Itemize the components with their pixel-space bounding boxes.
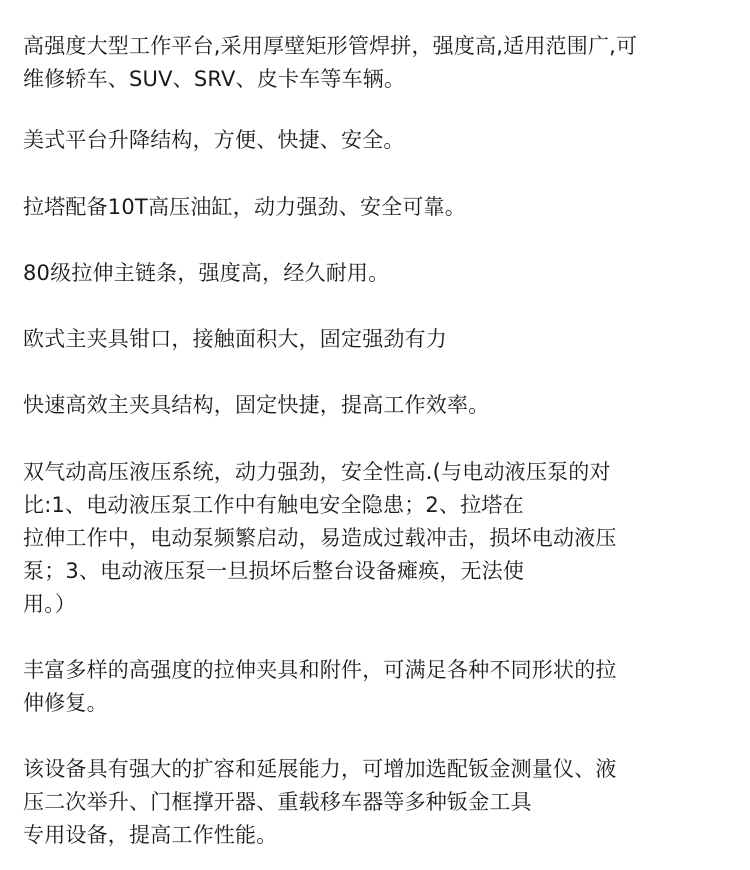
text-line: 拉塔配备10T高压油缸，动力强劲、安全可靠。 <box>23 195 466 219</box>
paragraph-hydraulic-system <box>23 456 738 621</box>
paragraph-expansion <box>23 753 738 852</box>
paragraph-lift-structure <box>23 124 738 157</box>
text-line: 泵；3、电动液压泵一旦损坏后整台设备瘫痪，无法使 <box>23 559 525 583</box>
text-line: 80级拉伸主链条，强度高，经久耐用。 <box>23 261 390 285</box>
text-line: 比:1、电动液压泵工作中有触电安全隐患；2、拉塔在 <box>23 493 524 517</box>
text-line: 美式平台升降结构，方便、快捷、安全。 <box>23 128 405 152</box>
text-line: 维修轿车、SUV、SRV、皮卡车等车辆。 <box>23 67 406 91</box>
paragraph-clamp-jaw <box>23 323 738 356</box>
paragraph-chain <box>23 257 738 290</box>
text-line: 快速高效主夹具结构，固定快捷，提高工作效率。 <box>23 393 490 417</box>
text-line: 该设备具有强大的扩容和延展能力，可增加选配钣金测量仪、液 <box>23 757 617 781</box>
text-line: 专用设备，提高工作性能。 <box>23 823 278 847</box>
text-line: 双气动高压液压系统，动力强劲，安全性高.(与电动液压泵的对 <box>23 460 611 484</box>
paragraph-cylinder <box>23 191 738 224</box>
text-line: 高强度大型工作平台,采用厚壁矩形管焊拼，强度高,适用范围广,可 <box>23 34 638 58</box>
text-line: 拉伸工作中，电动泵频繁启动，易造成过载冲击，损坏电动液压 <box>23 526 617 550</box>
text-line: 欧式主夹具钳口，接触面积大，固定强劲有力 <box>23 327 447 351</box>
text-line: 伸修复。 <box>23 691 108 715</box>
paragraph-fixtures <box>23 654 738 720</box>
text-line: 丰富多样的高强度的拉伸夹具和附件，可满足各种不同形状的拉 <box>23 658 617 682</box>
text-line: 压二次举升、门框撑开器、重载移车器等多种钣金工具 <box>23 790 532 814</box>
paragraph-clamp-structure <box>23 389 738 422</box>
text-line: 用。） <box>23 592 77 616</box>
paragraph-platform <box>23 30 738 96</box>
